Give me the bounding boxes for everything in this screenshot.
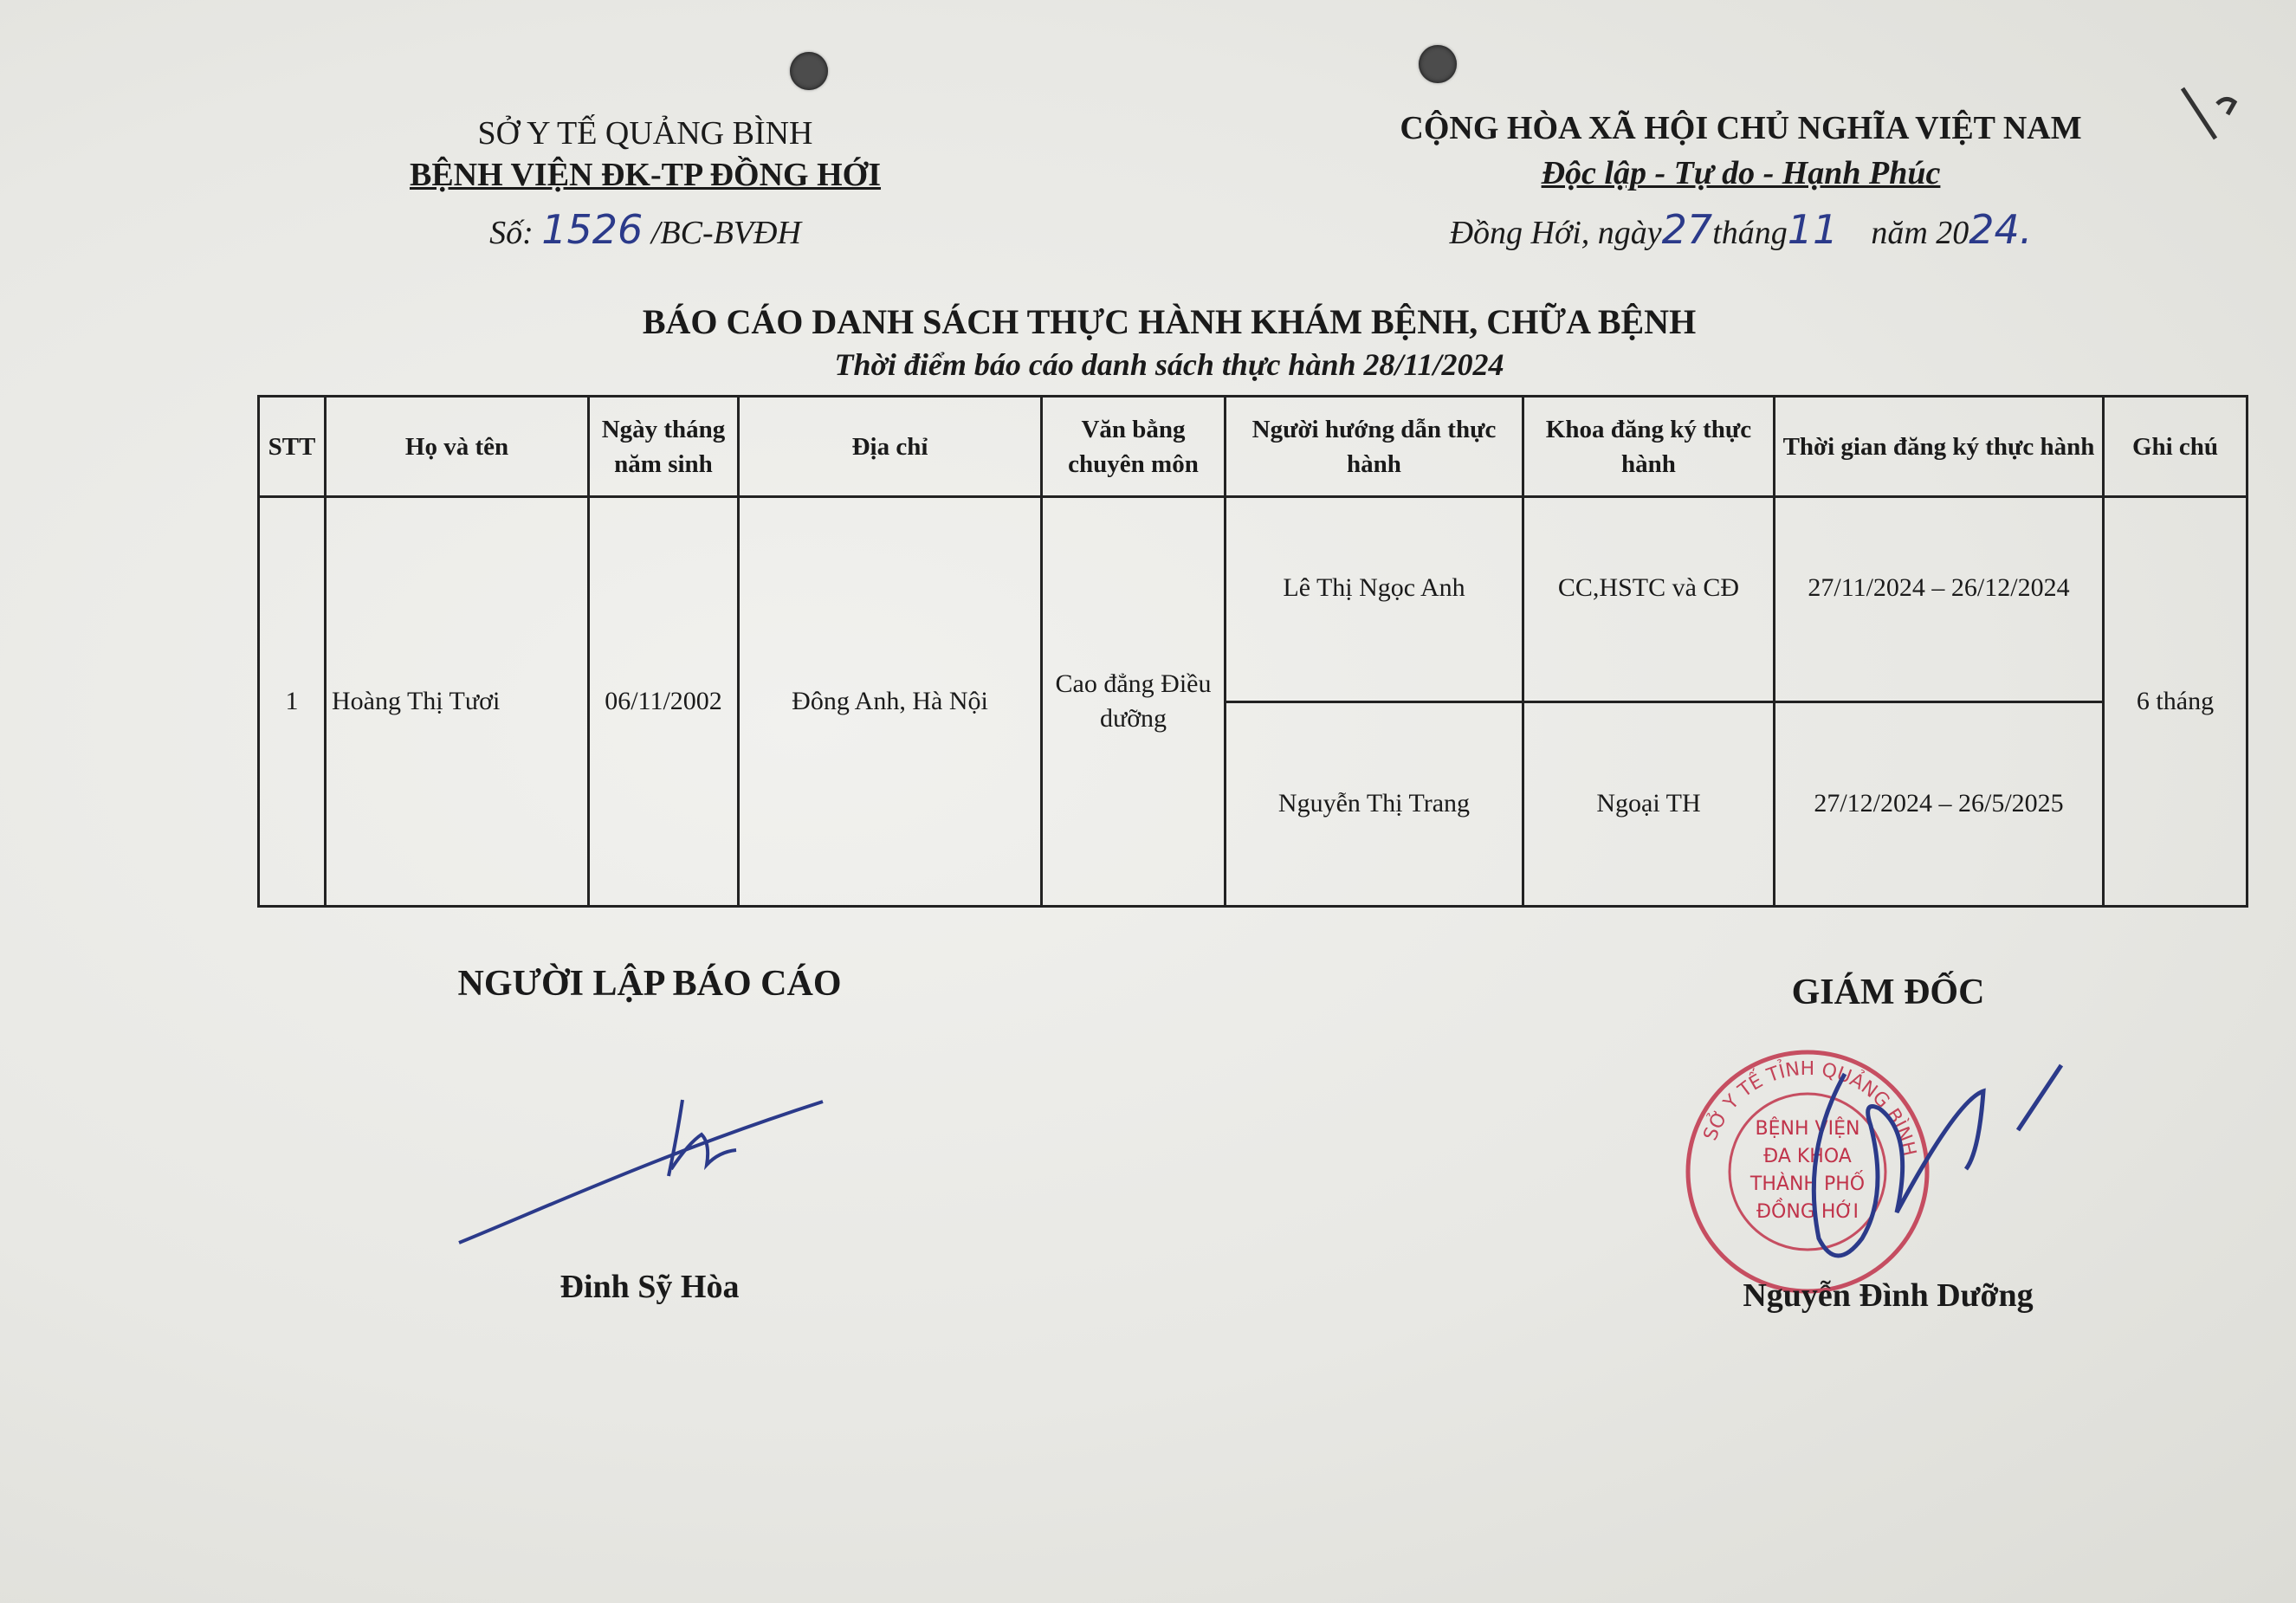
header-department: Khoa đăng ký thực hành — [1523, 397, 1775, 497]
cell-note: 6 tháng — [2104, 497, 2247, 907]
handwritten-month: 11 — [1787, 206, 1839, 253]
preparer-signature — [450, 1083, 840, 1256]
header-note: Ghi chú — [2104, 397, 2247, 497]
handwritten-year: 24. — [1969, 206, 2033, 253]
preparer-title: NGƯỜI LẬP BÁO CÁO — [457, 964, 842, 1004]
preparer-name: Đinh Sỹ Hòa — [559, 1269, 740, 1305]
punch-hole-right — [1419, 45, 1457, 83]
cell-address: Đông Anh, Hà Nội — [739, 497, 1042, 907]
national-title: CỘNG HÒA XÃ HỘI CHỦ NGHĨA VIỆT NAM — [1400, 110, 2082, 146]
stamp-line-2: ĐA KHOA — [1763, 1146, 1852, 1167]
cell-supervisor-2: Nguyễn Thị Trang — [1226, 701, 1523, 906]
stamp-line-3: THÀNH PHỐ — [1749, 1173, 1866, 1195]
director-title: GIÁM ĐỐC — [1791, 973, 1985, 1012]
cell-stt: 1 — [259, 497, 326, 907]
header-supervisor: Người hướng dẫn thực hành — [1226, 397, 1523, 497]
director-name: Nguyễn Đình Dưỡng — [1743, 1277, 2034, 1314]
punch-hole-left — [790, 52, 828, 90]
table-row — [259, 497, 2247, 701]
corner-pen-mark — [2165, 78, 2260, 165]
header-period: Thời gian đăng ký thực hành — [1775, 397, 2104, 497]
header-address: Địa chỉ — [739, 397, 1042, 497]
cell-degree: Cao đẳng Điều dưỡng — [1042, 497, 1226, 907]
practice-table — [257, 395, 2248, 908]
stamp-line-1: BỆNH VIỆN — [1755, 1118, 1860, 1140]
department-name: SỞ Y TẾ QUẢNG BÌNH — [477, 115, 813, 152]
report-title: BÁO CÁO DANH SÁCH THỰC HÀNH KHÁM BỆNH, CHỮA BỆNH — [642, 302, 1697, 341]
cell-period-1: 27/11/2024 – 26/12/2024 — [1775, 497, 2104, 701]
document-number: Số: 1526 /BC-BVĐH — [489, 206, 801, 253]
header-name: Họ và tên — [326, 397, 589, 497]
cell-name: Hoàng Thị Tươi — [326, 497, 589, 907]
handwritten-day: 27 — [1661, 206, 1713, 253]
header-stt: STT — [259, 397, 326, 497]
header-dob: Ngày tháng năm sinh — [589, 397, 739, 497]
cell-period-2: 27/12/2024 – 26/5/2025 — [1775, 701, 2104, 906]
stamp-ring-text: SỞ Y TẾ TỈNH QUẢNG BÌNH — [1699, 1057, 1920, 1159]
hospital-name: BỆNH VIỆN ĐK-TP ĐỒNG HỚI — [409, 157, 882, 193]
cell-department-2: Ngoại TH — [1523, 701, 1775, 906]
cell-supervisor-1: Lê Thị Ngọc Anh — [1226, 497, 1523, 701]
header-degree: Văn bằng chuyên môn — [1042, 397, 1226, 497]
cell-department-1: CC,HSTC và CĐ — [1523, 497, 1775, 701]
stamp-line-4: ĐỒNG HỚI — [1756, 1201, 1859, 1223]
national-motto: Độc lập - Tự do - Hạnh Phúc — [1541, 155, 1941, 191]
director-signature — [1784, 1048, 2070, 1282]
cell-dob: 06/11/2002 — [589, 497, 739, 907]
report-subtitle: Thời điểm báo cáo danh sách thực hành 28/11/2024 — [834, 347, 1504, 382]
handwritten-number: 1526 — [541, 206, 644, 253]
document-date: Đồng Hới, ngày27tháng11 năm 2024. — [1449, 206, 2033, 253]
table-header-row — [259, 397, 2247, 497]
